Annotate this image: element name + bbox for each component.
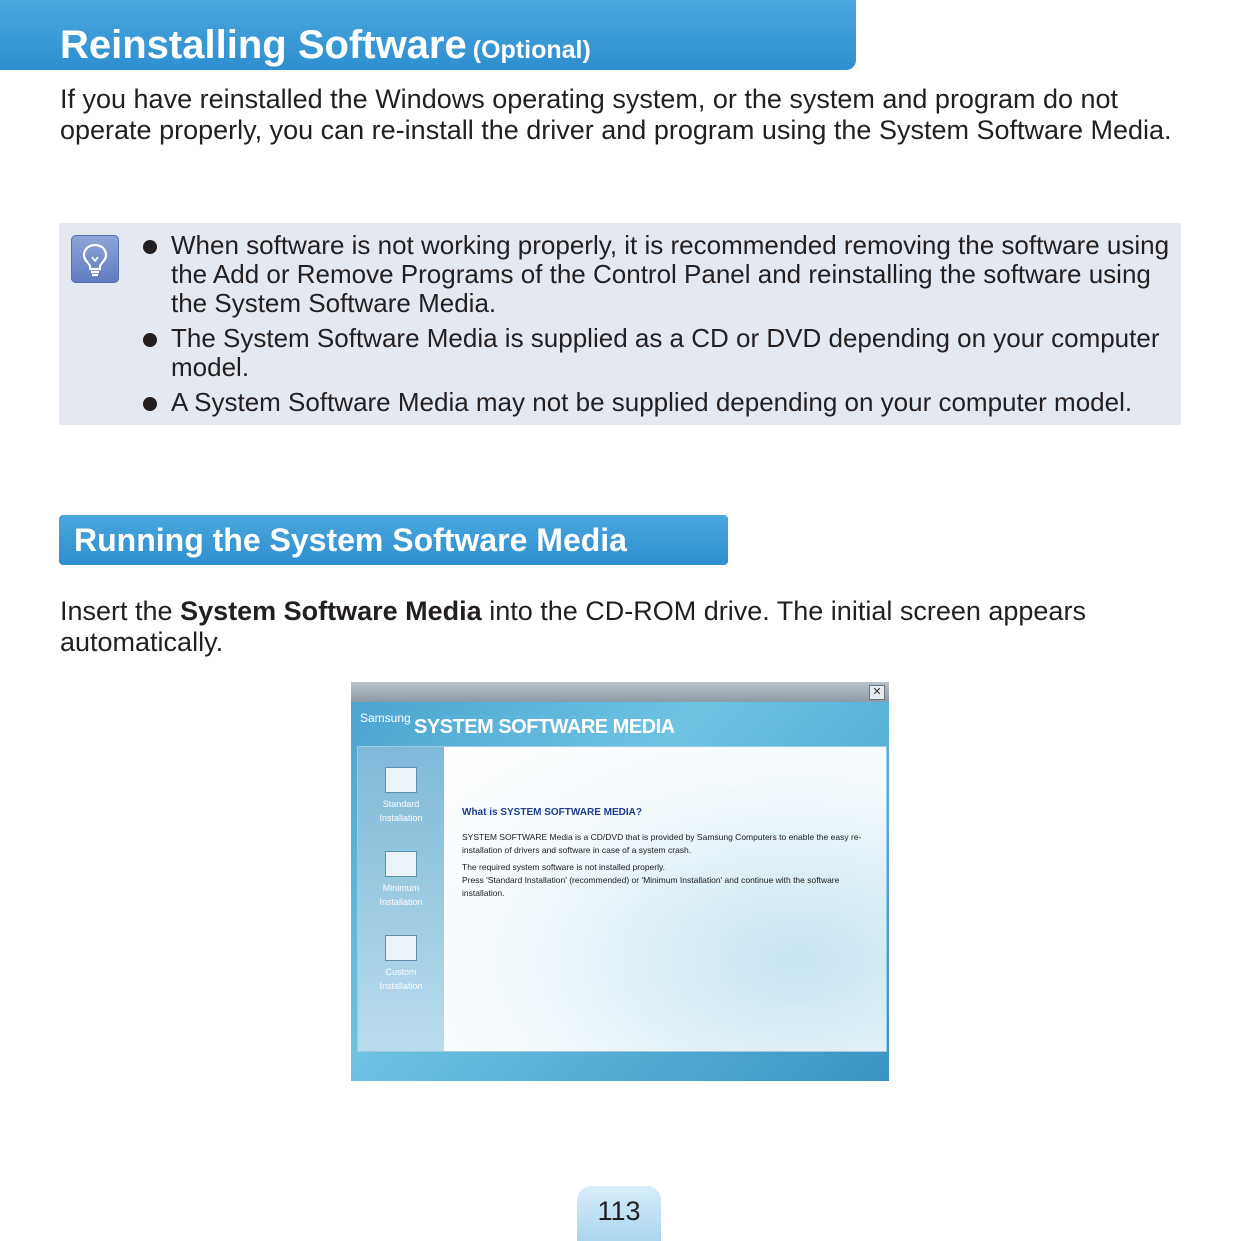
page-title-text: Reinstalling Software [60, 23, 467, 67]
screenshot-content [444, 747, 886, 1051]
section-title: Running the System Software Media [74, 522, 627, 558]
cd-drive-icon [385, 767, 417, 793]
lightbulb-icon [71, 235, 119, 283]
page-title [60, 20, 591, 75]
tip-item [143, 324, 1179, 382]
nav-custom-installation[interactable] [358, 935, 444, 993]
page-number-tab [577, 1186, 661, 1241]
nav-label: Installation [379, 897, 423, 907]
screenshot-brand: Samsung [360, 711, 411, 725]
header-bar [0, 0, 856, 70]
screenshot-title: SYSTEM SOFTWARE MEDIA [414, 716, 675, 738]
screenshot-paragraph: Press 'Standard Installation' (recommended) or 'Minimum Installation' and continue with the software installation. [462, 875, 840, 898]
screenshot-heading: What is SYSTEM SOFTWARE MEDIA? [462, 807, 643, 818]
body-paragraph [60, 596, 1180, 658]
tip-box [59, 223, 1181, 425]
section-header [59, 515, 728, 565]
tip-item-text: When software is not working properly, it is recommended removing the software using the Add or Remove Programs of the Control Panel and reinstalling the software using the System Software Media. [171, 230, 1170, 318]
nav-label: Minimum [382, 883, 420, 893]
screenshot-titlebar [351, 682, 889, 702]
screenshot-paragraph: The required system software is not installed properly. [462, 862, 665, 872]
bullet-icon [143, 397, 157, 411]
installer-screenshot [351, 682, 889, 1081]
bullet-icon [143, 240, 157, 254]
page-number: 113 [597, 1196, 641, 1226]
screenshot-panel [357, 746, 887, 1052]
body-bold: System Software Media [180, 596, 482, 626]
nav-label: Custom [385, 967, 417, 977]
tip-item [143, 388, 1179, 417]
tip-item-text: The System Software Media is supplied as a CD or DVD depending on your computer model. [171, 323, 1160, 382]
nav-label: Installation [379, 981, 423, 991]
tip-item [143, 231, 1179, 318]
intro-paragraph: If you have reinstalled the Windows operating system, or the system and program do not operate properly, you can re-install the driver and program using the System Software Media. [60, 84, 1172, 145]
tip-list [143, 231, 1179, 423]
screenshot-paragraph: SYSTEM SOFTWARE Media is a CD/DVD that is provided by Samsung Computers to enable the easy re-installation of drivers and software in case of a system crash. [462, 832, 862, 855]
nav-standard-installation[interactable] [358, 767, 444, 825]
grid-icon [385, 935, 417, 961]
nav-label: Installation [379, 813, 423, 823]
tip-item-text: A System Software Media may not be supplied depending on your computer model. [171, 387, 1133, 417]
screenshot-sidebar [358, 747, 444, 1051]
page-title-optional: (Optional) [472, 36, 591, 64]
body-suffix: into the CD-ROM drive. The initial screen appears automatically. [60, 596, 1086, 657]
list-icon [385, 851, 417, 877]
body-prefix: Insert the [60, 596, 181, 626]
nav-minimum-installation[interactable] [358, 851, 444, 909]
close-icon[interactable]: ✕ [869, 685, 885, 700]
bullet-icon [143, 333, 157, 347]
nav-label: Standard [382, 799, 420, 809]
